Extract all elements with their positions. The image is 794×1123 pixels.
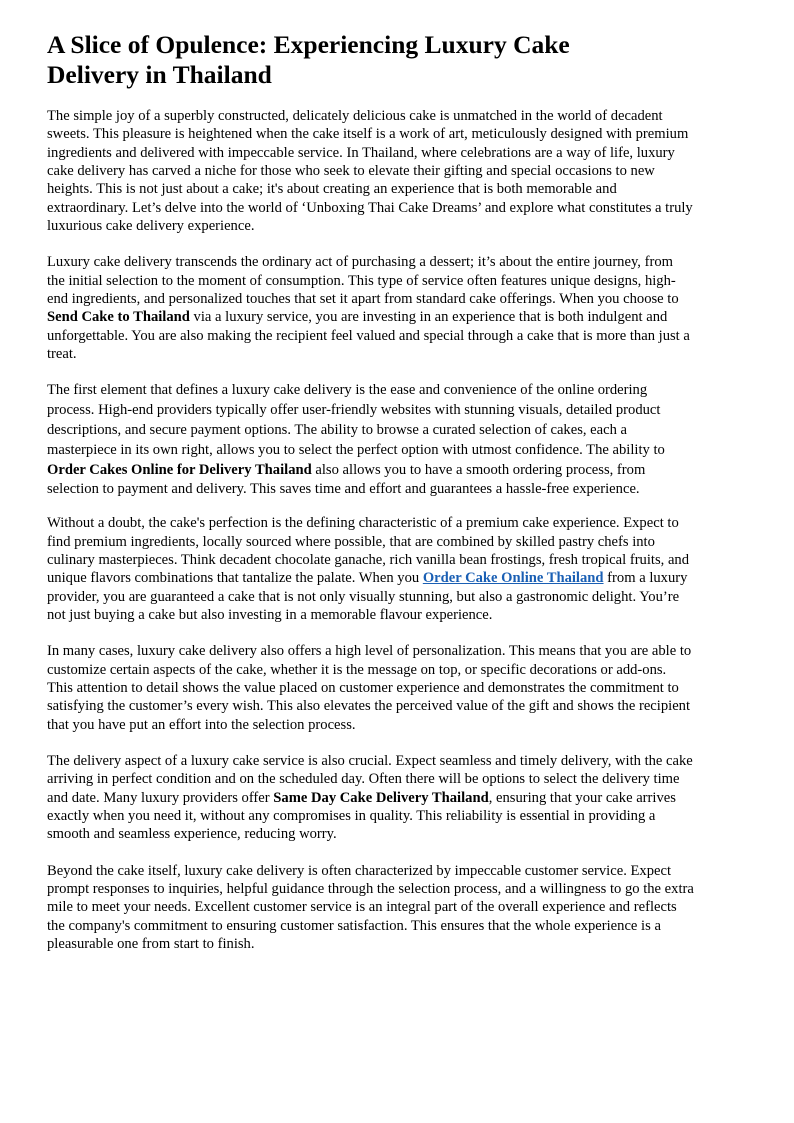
paragraph-ordering	[47, 381, 694, 500]
paragraph-perfection	[47, 514, 694, 624]
paragraph-text: The first element that defines a luxury cake delivery is the ease and convenience of the online ordering process. High-end providers typically offer user-friendly websites with stunning visuals, detailed product descriptions, and secure payment options. The ability to browse a curated selection of cakes, each a masterpiece in its own right, allows you to select the perfect option with utmost confidence. The ability to	[47, 382, 665, 458]
paragraph-text: Luxury cake delivery transcends the ordinary act of purchasing a dessert; it’s about the entire journey, from the initial selection to the moment of consumption. This type of service often features unique designs, high-end ingredients, and personalized touches that set it apart from standard cake offerings. When you choose to	[47, 254, 679, 308]
paragraph-text: also allows you to have a smooth ordering process, from selection to payment and delivery. This saves time and effort and guarantees a hassle-free experience.	[47, 461, 646, 498]
article-title: A Slice of Opulence: Experiencing Luxury Cake Delivery in Thailand	[47, 30, 570, 89]
paragraph-transcends	[47, 253, 694, 363]
paragraph-text: from a luxury provider, you are guaranteed a cake that is not only visually stunning, but also a gastronomic delight. You’re not just buying a cake but also investing in a memorable flavour experience.	[47, 570, 688, 623]
bold-keyword-order-cakes: Order Cakes Online for Delivery Thailand	[47, 461, 312, 478]
paragraph-intro: The simple joy of a superbly constructed, delicately delicious cake is unmatched in the world of decadent sweets. This pleasure is heightened when the cake itself is a work of art, meticulously designed with premium ingredients and delivered with impeccable service. In Thailand, where celebrations are a way of life, luxury cake delivery has carved a niche for those who seek to elevate their gifting and special occasions to new heights. This is not just about a cake; it's about creating an experience that is both memorable and extraordinary. Let’s delve into the world of ‘Unboxing Thai Cake Dreams’ and explore what constitutes a truly luxurious cake delivery experience.	[47, 108, 693, 235]
paragraph-personalization: In many cases, luxury cake delivery also offers a high level of personalization. This means that you are able to customize certain aspects of the cake, whether it is the message on top, or specific decorations or add-ons. This attention to detail shows the value placed on customer experience and demonstrates the commitment to satisfying the customer’s every wish. This also elevates the perceived value of the gift and shows the recipient that you have put an effort into the selection process.	[47, 643, 692, 733]
paragraph-text: via a luxury service, you are investing in an experience that is both indulgent and unforgettable. You are also making the recipient feel valued and special through a cake that is more than just a treat.	[47, 309, 690, 363]
paragraph-text: Without a doubt, the cake's perfection is the defining characteristic of a premium cake experience. Expect to find premium ingredients, locally sourced where possible, that are combined by skilled pastry chefs into culinary masterpieces. Think decadent chocolate ganache, rich vanilla bean frostings, fresh tropical fruits, and unique flavors combinations that tantalize the palate. When you	[47, 515, 690, 587]
paragraph-text: , ensuring that your cake arrives exactly when you need it, without any compromises in quality. This reliability is essential in providing a smooth and seamless experience, reducing worry.	[47, 789, 676, 843]
bold-keyword-send-cake: Send Cake to Thailand	[47, 309, 190, 326]
paragraph-text: The delivery aspect of a luxury cake service is also crucial. Expect seamless and timely delivery, with the cake arriving in perfect condition and on the scheduled day. Often there will be options to select the delivery time and date. Many luxury providers offer	[47, 753, 693, 806]
paragraph-customer-service: Beyond the cake itself, luxury cake delivery is often characterized by impeccable customer service. Expect prompt responses to inquiries, helpful guidance through the selection process, and a willingness to go the extra mile to meet your needs. Excellent customer service is an integral part of the overall experience and reflects the company's commitment to ensuring customer satisfaction. This ensures that the whole experience is a pleasurable one from start to finish.	[47, 862, 694, 953]
paragraph-delivery	[47, 752, 694, 844]
order-cake-online-link[interactable]: Order Cake Online Thailand	[422, 570, 604, 587]
bold-keyword-same-day: Same Day Cake Delivery Thailand	[273, 789, 489, 806]
